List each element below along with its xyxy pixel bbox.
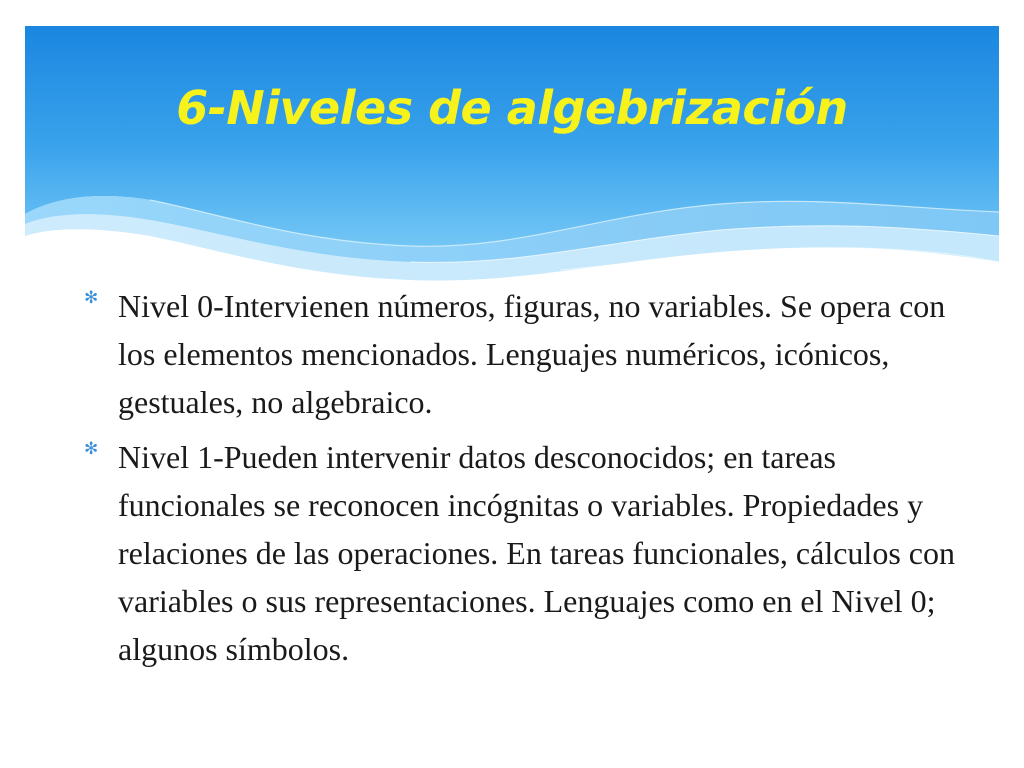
asterisk-icon: ✻ <box>84 288 99 308</box>
header-banner <box>0 0 1024 300</box>
bullet-text: Nivel 1-Pueden intervenir datos desconocidos; en tareas funcionales se reconocen incógnitas o variables. Propiedades y relaciones de las operaciones. En tareas funcionales, cálculos con variables o sus representaciones. Lenguajes como en el Nivel 0; algunos símbolos. <box>118 439 955 667</box>
bullet-item-level-0 <box>84 282 974 426</box>
bullet-item-level-1 <box>84 433 974 673</box>
bullet-list <box>84 282 974 680</box>
asterisk-icon: ✻ <box>84 439 99 459</box>
slide-title: 6-Niveles de algebrización <box>176 81 848 135</box>
bullet-text: Nivel 0-Intervienen números, figuras, no variables. Se opera con los elementos mencionados. Lenguajes numéricos, icónicos, gestuales, no algebraico. <box>118 288 946 420</box>
